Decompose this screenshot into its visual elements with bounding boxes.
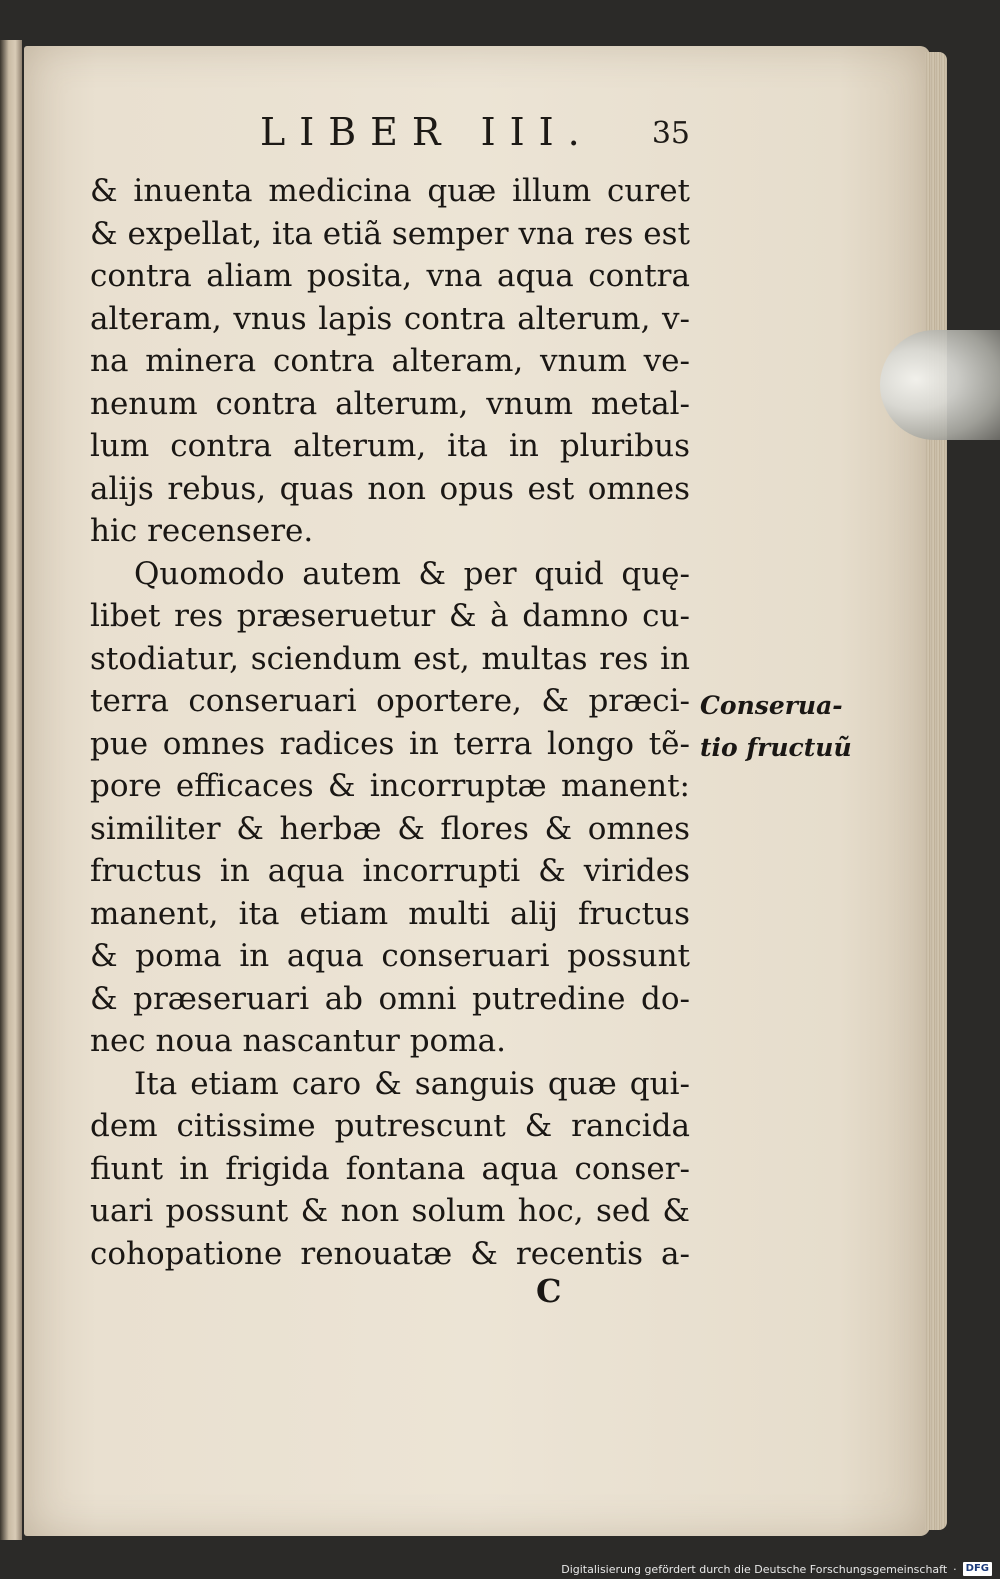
text-line: Ita etiam caro & sanguis quæ qui- xyxy=(134,1065,690,1102)
marginal-note-line: Conserua- xyxy=(700,691,843,720)
text-line: Quomodo autem & per quid quę- xyxy=(134,555,690,592)
page-clamp xyxy=(880,330,1000,440)
text-line: lum contra alterum, ita in pluribus xyxy=(90,428,690,464)
digitization-credit xyxy=(561,1561,992,1577)
text-line: similiter & herbæ & flores & omnes xyxy=(90,810,690,847)
text-line: fructus in aqua incorrupti & virides xyxy=(90,853,690,889)
marginal-note xyxy=(700,685,852,769)
page-edges xyxy=(925,52,947,1530)
dfg-logo: DFG xyxy=(963,1562,992,1576)
text-line: fiunt in frigida fontana aqua conser- xyxy=(90,1150,690,1187)
text-line: uari possunt & non solum hoc, sed & xyxy=(90,1193,690,1229)
text-line: stodiatur, sciendum est, multas res in xyxy=(90,640,690,677)
text-line: terra conseruari oportere, & præci- xyxy=(90,683,690,719)
page-header xyxy=(90,110,690,160)
page-number: 35 xyxy=(651,116,690,151)
text-line: hic recensere. xyxy=(90,513,314,549)
text-line: alijs rebus, quas non opus est omnes xyxy=(90,470,690,507)
text-line: & expellat, ita etiã semper vna res est xyxy=(90,215,690,252)
text-line: cohopatione renouatæ & recentis a- xyxy=(90,1235,690,1272)
book-left-edge xyxy=(0,40,22,1540)
credit-text: Digitalisierung gefördert durch die Deutsche Forschungsgemeinschaft xyxy=(561,1562,948,1576)
separator: · xyxy=(953,1562,957,1576)
text-line: libet res præseruetur & à damno cu- xyxy=(90,598,690,634)
body-text xyxy=(90,170,690,1275)
marginal-note-line: tio fructuũ xyxy=(700,733,852,762)
text-line: & inuenta medicina quæ illum curet xyxy=(90,173,690,209)
text-line: nec noua nascantur poma. xyxy=(90,1023,506,1059)
text-line: na minera contra alteram, vnum ve- xyxy=(90,343,690,379)
text-line: contra aliam posita, vna aqua contra xyxy=(90,258,690,294)
text-line: & poma in aqua conseruari possunt xyxy=(90,938,690,974)
text-line: manent, ita etiam multi alij fructus xyxy=(90,895,690,932)
running-head: LIBER III. xyxy=(260,110,594,154)
text-line: & præseruari ab omni putredine do- xyxy=(90,980,690,1017)
signature-mark: C xyxy=(536,1272,562,1310)
text-line: alteram, vnus lapis contra alterum, v- xyxy=(90,300,690,337)
text-line: nenum contra alterum, vnum metal- xyxy=(90,385,690,422)
text-line: pue omnes radices in terra longo tẽ- xyxy=(90,725,690,762)
text-line: pore efficaces & incorruptæ manent: xyxy=(90,768,690,804)
text-line: dem citissime putrescunt & rancida xyxy=(90,1108,690,1144)
